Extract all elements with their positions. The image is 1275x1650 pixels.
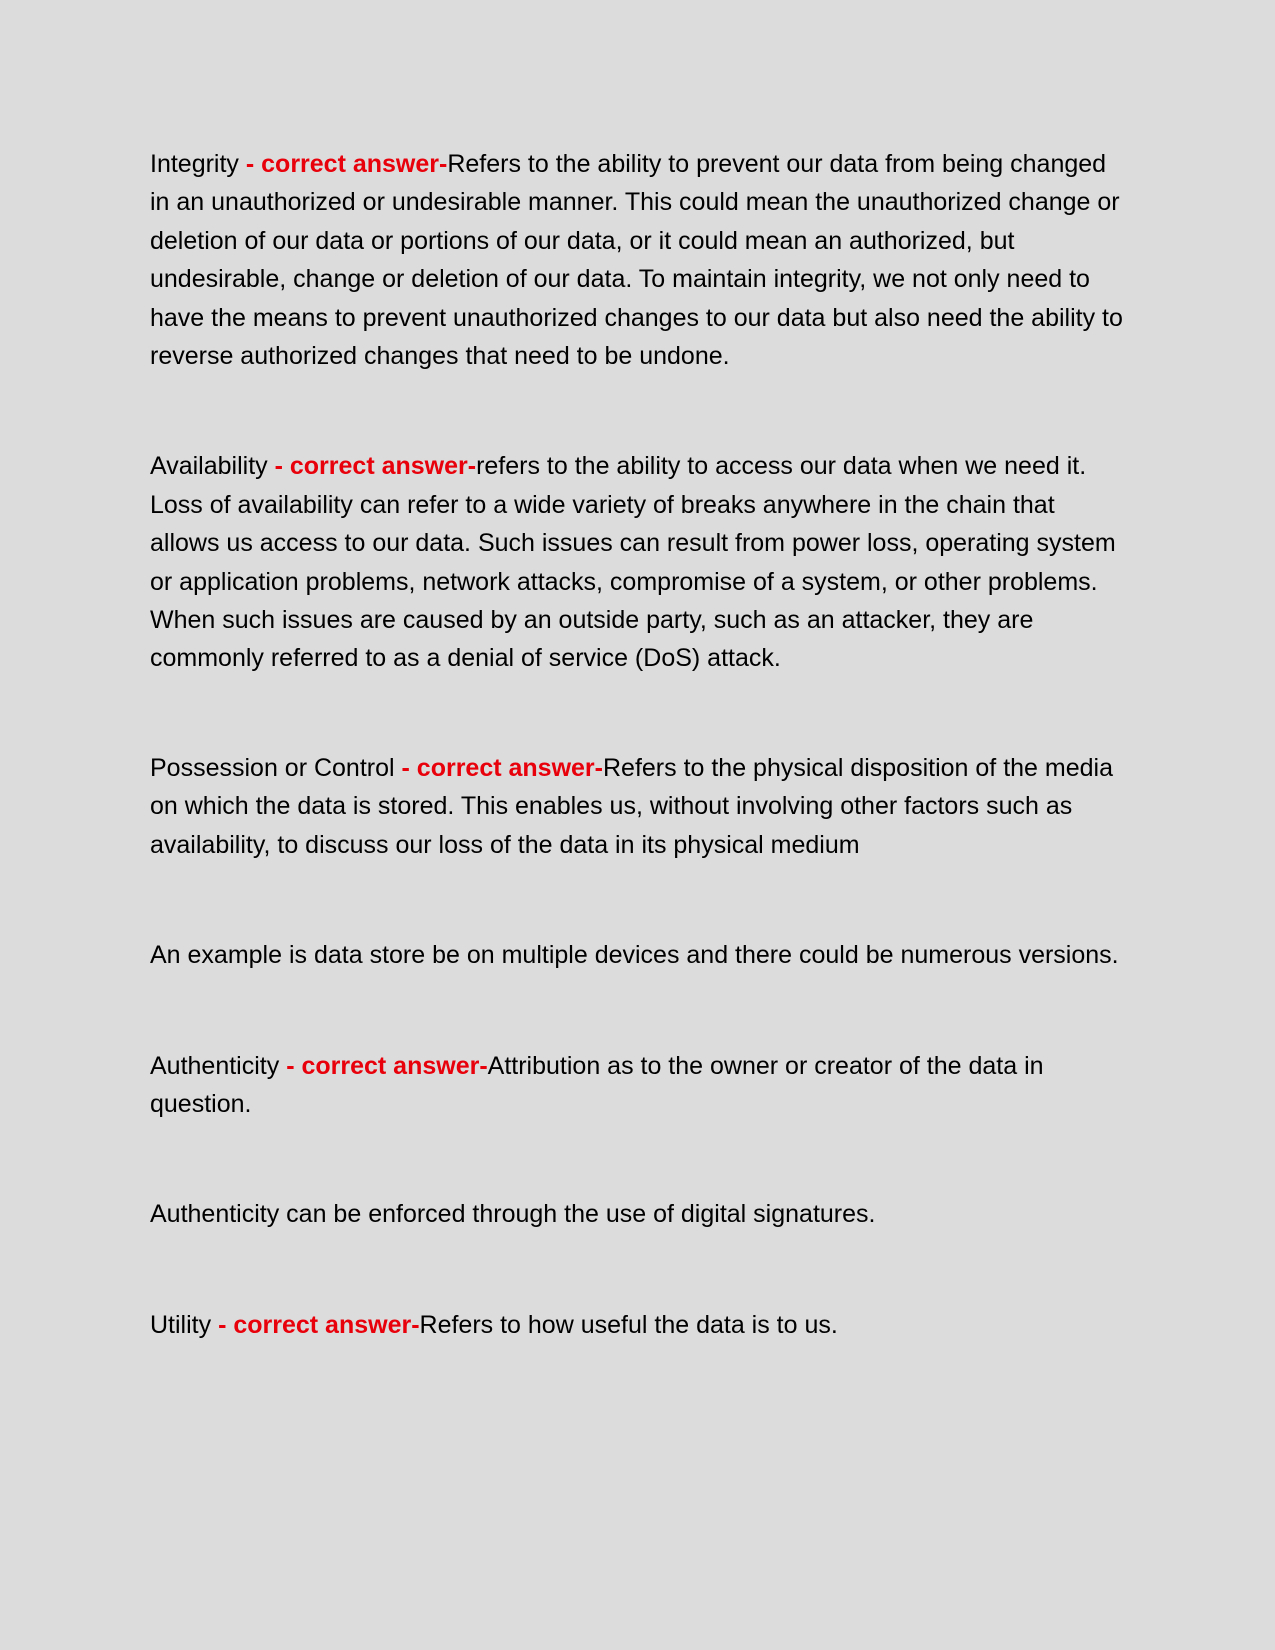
term-availability: Availability (150, 452, 275, 481)
correct-answer-marker: - correct answer- (401, 753, 603, 782)
correct-answer-marker: - correct answer- (245, 150, 448, 178)
definition-authenticity: Attribution as to the owner or creator of the data in question. (150, 1051, 1044, 1118)
correct-answer-marker: - correct answer- (274, 452, 477, 481)
document-page (150, 145, 1130, 1344)
definition-possession-or-control: Refers to the physical disposition of the media on which the data is stored. This enables us, without involving other factors such as availability, to discuss our loss of the data in its physical medium (150, 753, 1113, 859)
term-authenticity: Authenticity (150, 1051, 287, 1080)
term-integrity: Integrity (150, 150, 246, 178)
entry-integrity (150, 145, 1130, 375)
term-utility: Utility (150, 1310, 219, 1339)
entry-availability (150, 447, 1130, 677)
correct-answer-marker: - correct answer- (218, 1310, 420, 1339)
definition-availability: refers to the ability to access our data when we need it. Loss of availability can refer to a wide variety of breaks anywhere in the chain that allows us access to our data. Such issues can result from power loss, operating system or application problems, network attacks, compromise of a system, or other problems. When such issues are caused by an outside party, such as an attacker, they are commonly referred to as a denial of service (DoS) attack. (150, 452, 1116, 673)
entry-possession-or-control (150, 749, 1130, 864)
term-possession-or-control: Possession or Control (150, 753, 402, 782)
entry-authenticity (150, 1047, 1130, 1124)
definition-integrity: Refers to the ability to prevent our data from being changed in an unauthorized or undesirable manner. This could mean the unauthorized change or deletion of our data or portions of our data, or it could mean an authorized, but undesirable, change or deletion of our data. To maintain integrity, we not only need to have the means to prevent unauthorized changes to our data but also need the ability to reverse authorized changes that need to be undone. (150, 150, 1123, 371)
authenticity-note-paragraph: Authenticity can be enforced through the use of digital signatures. (150, 1200, 876, 1229)
example-paragraph: An example is data store be on multiple devices and there could be numerous versions. (150, 941, 1119, 970)
entry-utility (150, 1306, 1130, 1344)
definition-utility: Refers to how useful the data is to us. (419, 1310, 838, 1339)
correct-answer-marker: - correct answer- (286, 1051, 488, 1080)
